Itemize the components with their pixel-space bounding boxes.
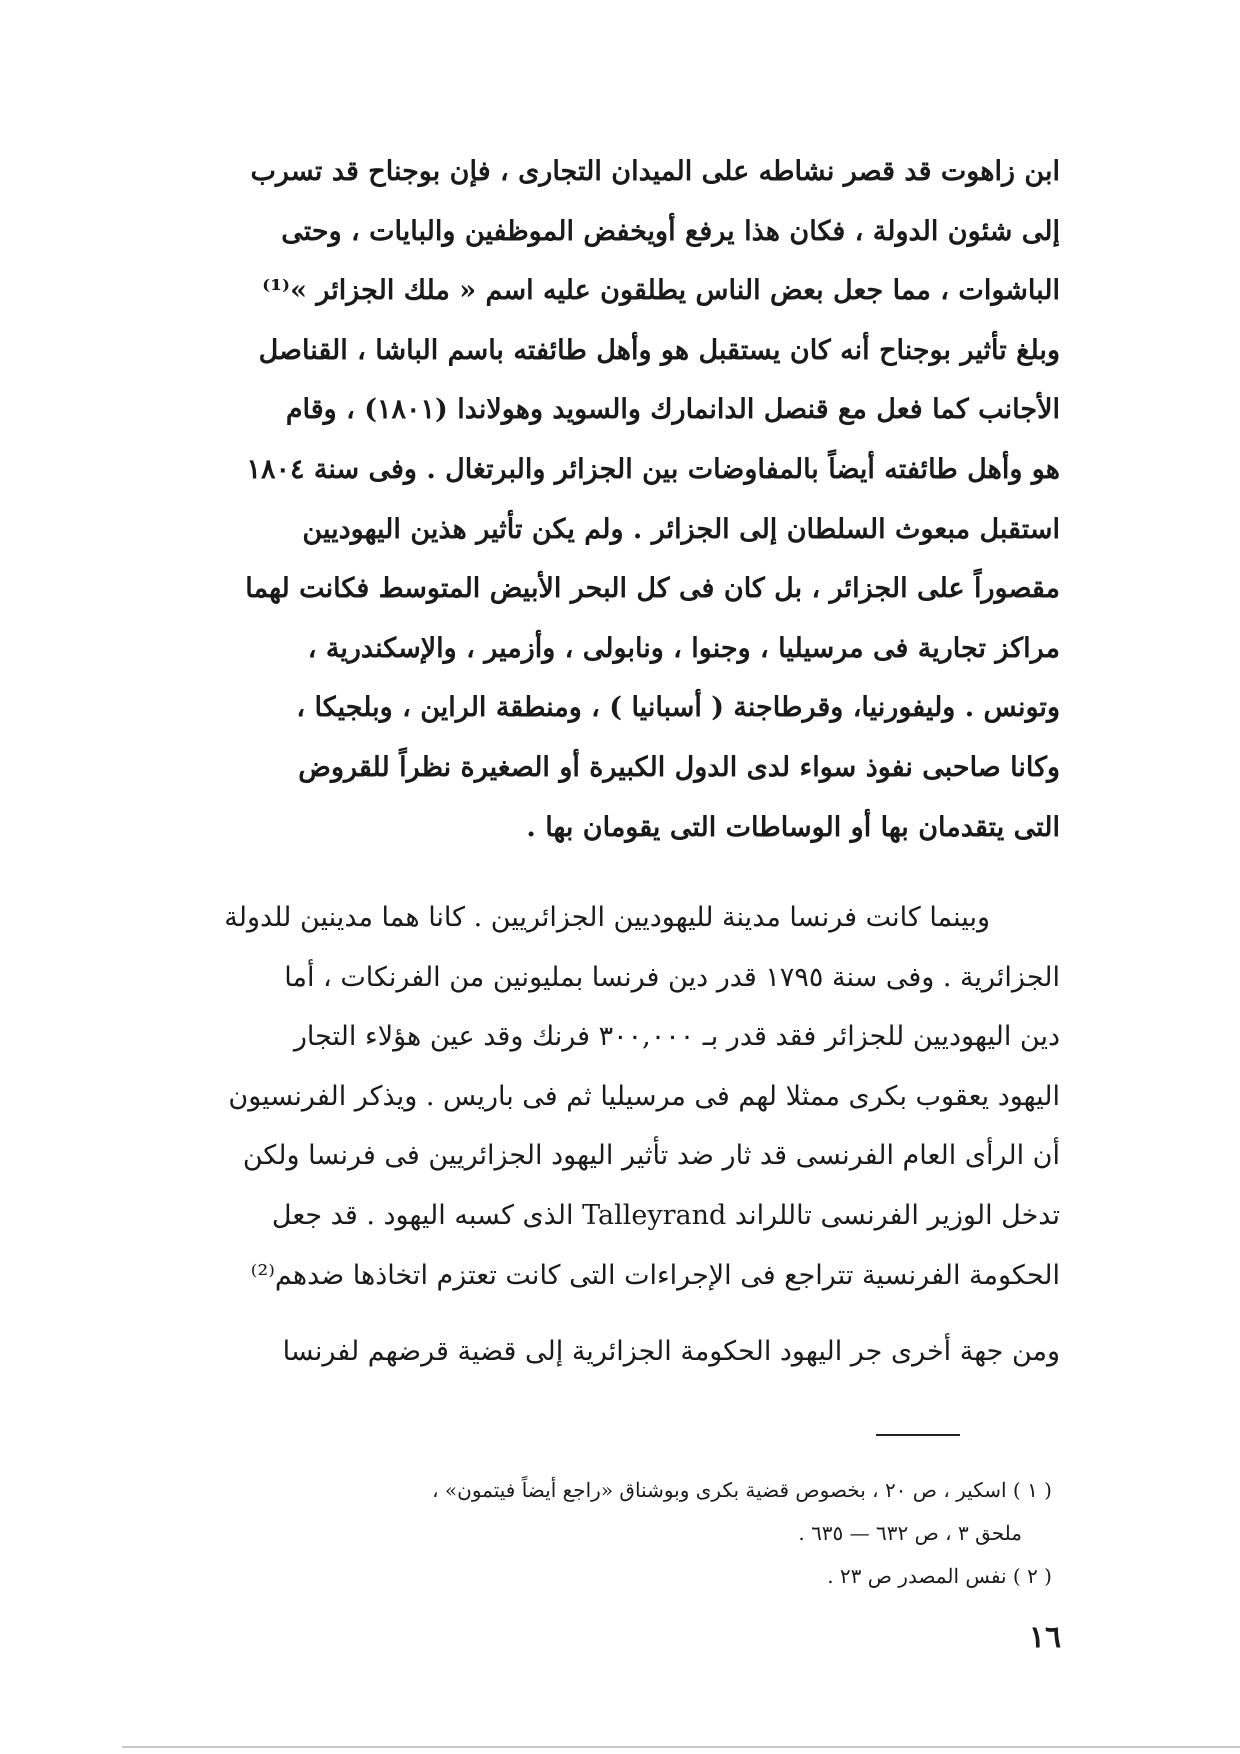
text-line: هو وأهل طائفته أيضاً بالمفاوضات بين الجزائر والبرتغال . وفى سنة ١٨٠٤ bbox=[246, 453, 1060, 485]
text-line: الباشوات ، مما جعل بعض الناس يطلقون عليه اسم « ملك الجزائر »⁽¹⁾ bbox=[262, 275, 1060, 307]
page-number: ١٦ bbox=[1028, 1620, 1062, 1655]
footnote-1-continued: ملحق ٣ ، ص ٦٣٢ — ٦٣٥ . bbox=[798, 1521, 1022, 1545]
text-line: وتونس . وليفورنيا، وقرطاجنة ( أسبانيا ) ، ومنطقة الراين ، وبلجيكا ، bbox=[296, 692, 1060, 724]
text-line: وبينما كانت فرنسا مدينة لليهوديين الجزائريين . كانا هما مدينين للدولة bbox=[224, 902, 990, 933]
text-line: أن الرأى العام الفرنسى قد ثار ضد تأثير اليهود الجزائريين فى فرنسا ولكن bbox=[242, 1140, 1060, 1172]
paragraph-3 bbox=[180, 1322, 1060, 1382]
text-line: استقبل مبعوث السلطان إلى الجزائر . ولم يكن تأثير هذين اليهوديين bbox=[302, 513, 1060, 545]
text-line: اليهود يعقوب بكرى ممثلا لهم فى مرسيليا ثم فى باريس . ويذكر الفرنسيون bbox=[228, 1080, 1060, 1112]
paragraph-2 bbox=[180, 888, 1060, 1305]
text-line: إلى شئون الدولة ، فكان هذا يرفع أويخفض الموظفين والبايات ، وحتى bbox=[281, 215, 1060, 247]
text-line: تدخل الوزير الفرنسى تاللراند Talleyrand الذى كسبه اليهود . قد جعل bbox=[271, 1199, 1060, 1231]
text-line: الجزائرية . وفى سنة ١٧٩٥ قدر دين فرنسا بمليونين من الفرنكات ، أما bbox=[284, 961, 1060, 993]
text-line: وكانا صاحبى نفوذ سواء لدى الدول الكبيرة أو الصغيرة نظراً للقروض bbox=[298, 751, 1060, 783]
scan-bottom-edge bbox=[122, 1746, 1240, 1748]
text-line: ومن جهة أخرى جر اليهود الحكومة الجزائرية إلى قضية قرضهم لفرنسا bbox=[282, 1336, 1060, 1367]
footnotes bbox=[182, 1469, 1052, 1598]
footnote-divider bbox=[876, 1434, 960, 1436]
footnote-2: ( ٢ ) نفس المصدر ص ٢٣ . bbox=[827, 1564, 1052, 1588]
text-line: وبلغ تأثير بوجناح أنه كان يستقبل هو وأهل طائفته باسم الباشا ، القناصل bbox=[258, 334, 1060, 366]
text-line: ابن زاهوت قد قصر نشاطه على الميدان التجارى ، فإن بوجناح قد تسرب bbox=[250, 156, 1060, 187]
text-line: الحكومة الفرنسية تتراجع فى الإجراءات التى كانت تعتزم اتخاذها ضدهم⁽²⁾ bbox=[250, 1259, 1060, 1291]
text-line: التى يتقدمان بها أو الوساطات التى يقومان بها . bbox=[526, 811, 1060, 843]
paragraph-1 bbox=[180, 142, 1060, 857]
text-line: مقصوراً على الجزائر ، بل كان فى كل البحر الأبيض المتوسط فكانت لهما bbox=[245, 573, 1060, 605]
footnote-1: ( ١ ) اسكير ، ص ٢٠ ، بخصوص قضية بكرى وبوشناق «راجع أيضاً فيتمون» ، bbox=[432, 1478, 1052, 1502]
text-line: الأجانب كما فعل مع قنصل الدانمارك والسويد وهولاندا (١٨٠١) ، وقام bbox=[285, 394, 1060, 426]
text-line: مراكز تجارية فى مرسيليا ، وجنوا ، ونابولى ، وأزمير ، والإسكندرية ، bbox=[307, 632, 1060, 664]
text-line: دين اليهوديين للجزائر فقد قدر بـ ٣٠٠,٠٠٠ فرنك وقد عين هؤلاء التجار bbox=[293, 1021, 1060, 1053]
